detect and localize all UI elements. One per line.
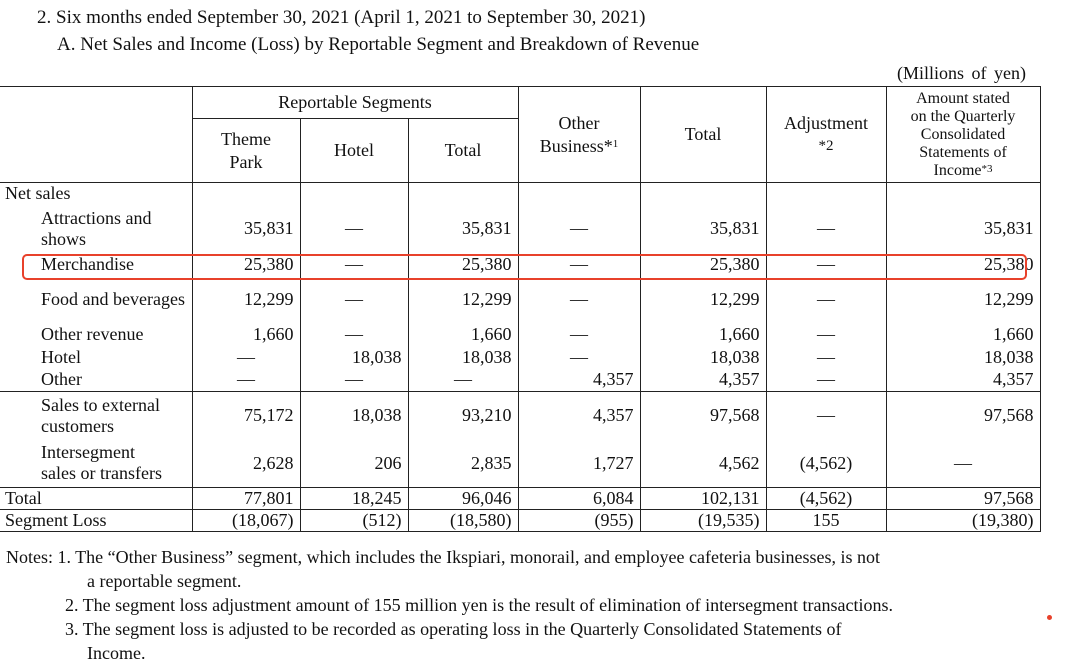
header-reportable-segments: Reportable Segments [192,87,518,119]
header-adjustment: Adjustment *2 [766,87,886,183]
note-2: 2. The segment loss adjustment amount of 155 million yen is the result of elimination of intersegment transactions. [65,595,894,615]
table-row-other: Other — — — 4,357 4,357 — 4,357 [0,369,1040,392]
row-label-net-sales: Net sales [5,183,71,204]
section-heading: 2. Six months ended September 30, 2021 (April 1, 2021 to September 30, 2021) [37,7,646,28]
table-row-attractions: Attractions and shows 35,831 — 35,831 — 35,831 — 35,831 [0,205,1040,253]
note-1-continued: a reportable segment. [87,571,242,591]
note-1: Notes: 1. The “Other Business” segment, which includes the Ikspiari, monorail, and employee cafeteria businesses, is not [6,547,880,567]
segment-table [0,86,1041,532]
merchandise-highlight-box [22,254,1027,280]
red-dot-marker [1047,615,1052,620]
header-segment-total: Total [408,119,518,183]
header-blank [0,87,192,183]
header-amount-stated: Amount stated on the Quarterly Consolidated Statements of Income$^{*3}$ [886,87,1040,183]
header-total: Total [640,87,766,183]
header-other-business: Other Business*$^1$ [518,87,640,183]
table-row-hotel: Hotel — 18,038 18,038 — 18,038 — 18,038 [0,346,1040,369]
table-row-merchandise: Merchandise 25,380 — 25,380 — 25,380 — 25,380 [0,253,1040,277]
table-row-other-revenue: Other revenue 1,660 — 1,660 — 1,660 — 1,660 [0,323,1040,346]
table-row-total: Total 77,801 18,245 96,046 6,084 102,131 (4,562) 97,568 [0,488,1040,510]
note-3: 3. The segment loss is adjusted to be recorded as operating loss in the Quarterly Consolidated Statements of [65,619,842,639]
header-theme-park: Theme Park [192,119,300,183]
notes [6,545,1066,665]
subsection-heading: A. Net Sales and Income (Loss) by Reportable Segment and Breakdown of Revenue [57,34,700,55]
table-row-intersegment: Intersegment sales or transfers 2,628 206 2,835 1,727 4,562 (4,562) — [0,440,1040,488]
table-row-food-beverages: Food and beverages 12,299 — 12,299 — 12,299 — 12,299 [0,277,1040,323]
note-3-continued: Income. [87,643,146,663]
table-row-segment-loss: Segment Loss (18,067) (512) (18,580) (955) (19,535) 155 (19,380) [0,510,1040,532]
table-row-external-customers: Sales to external customers 75,172 18,038 93,210 4,357 97,568 — 97,568 [0,392,1040,440]
unit-label: (Millions of yen) [897,63,1026,83]
header-hotel: Hotel [300,119,408,183]
